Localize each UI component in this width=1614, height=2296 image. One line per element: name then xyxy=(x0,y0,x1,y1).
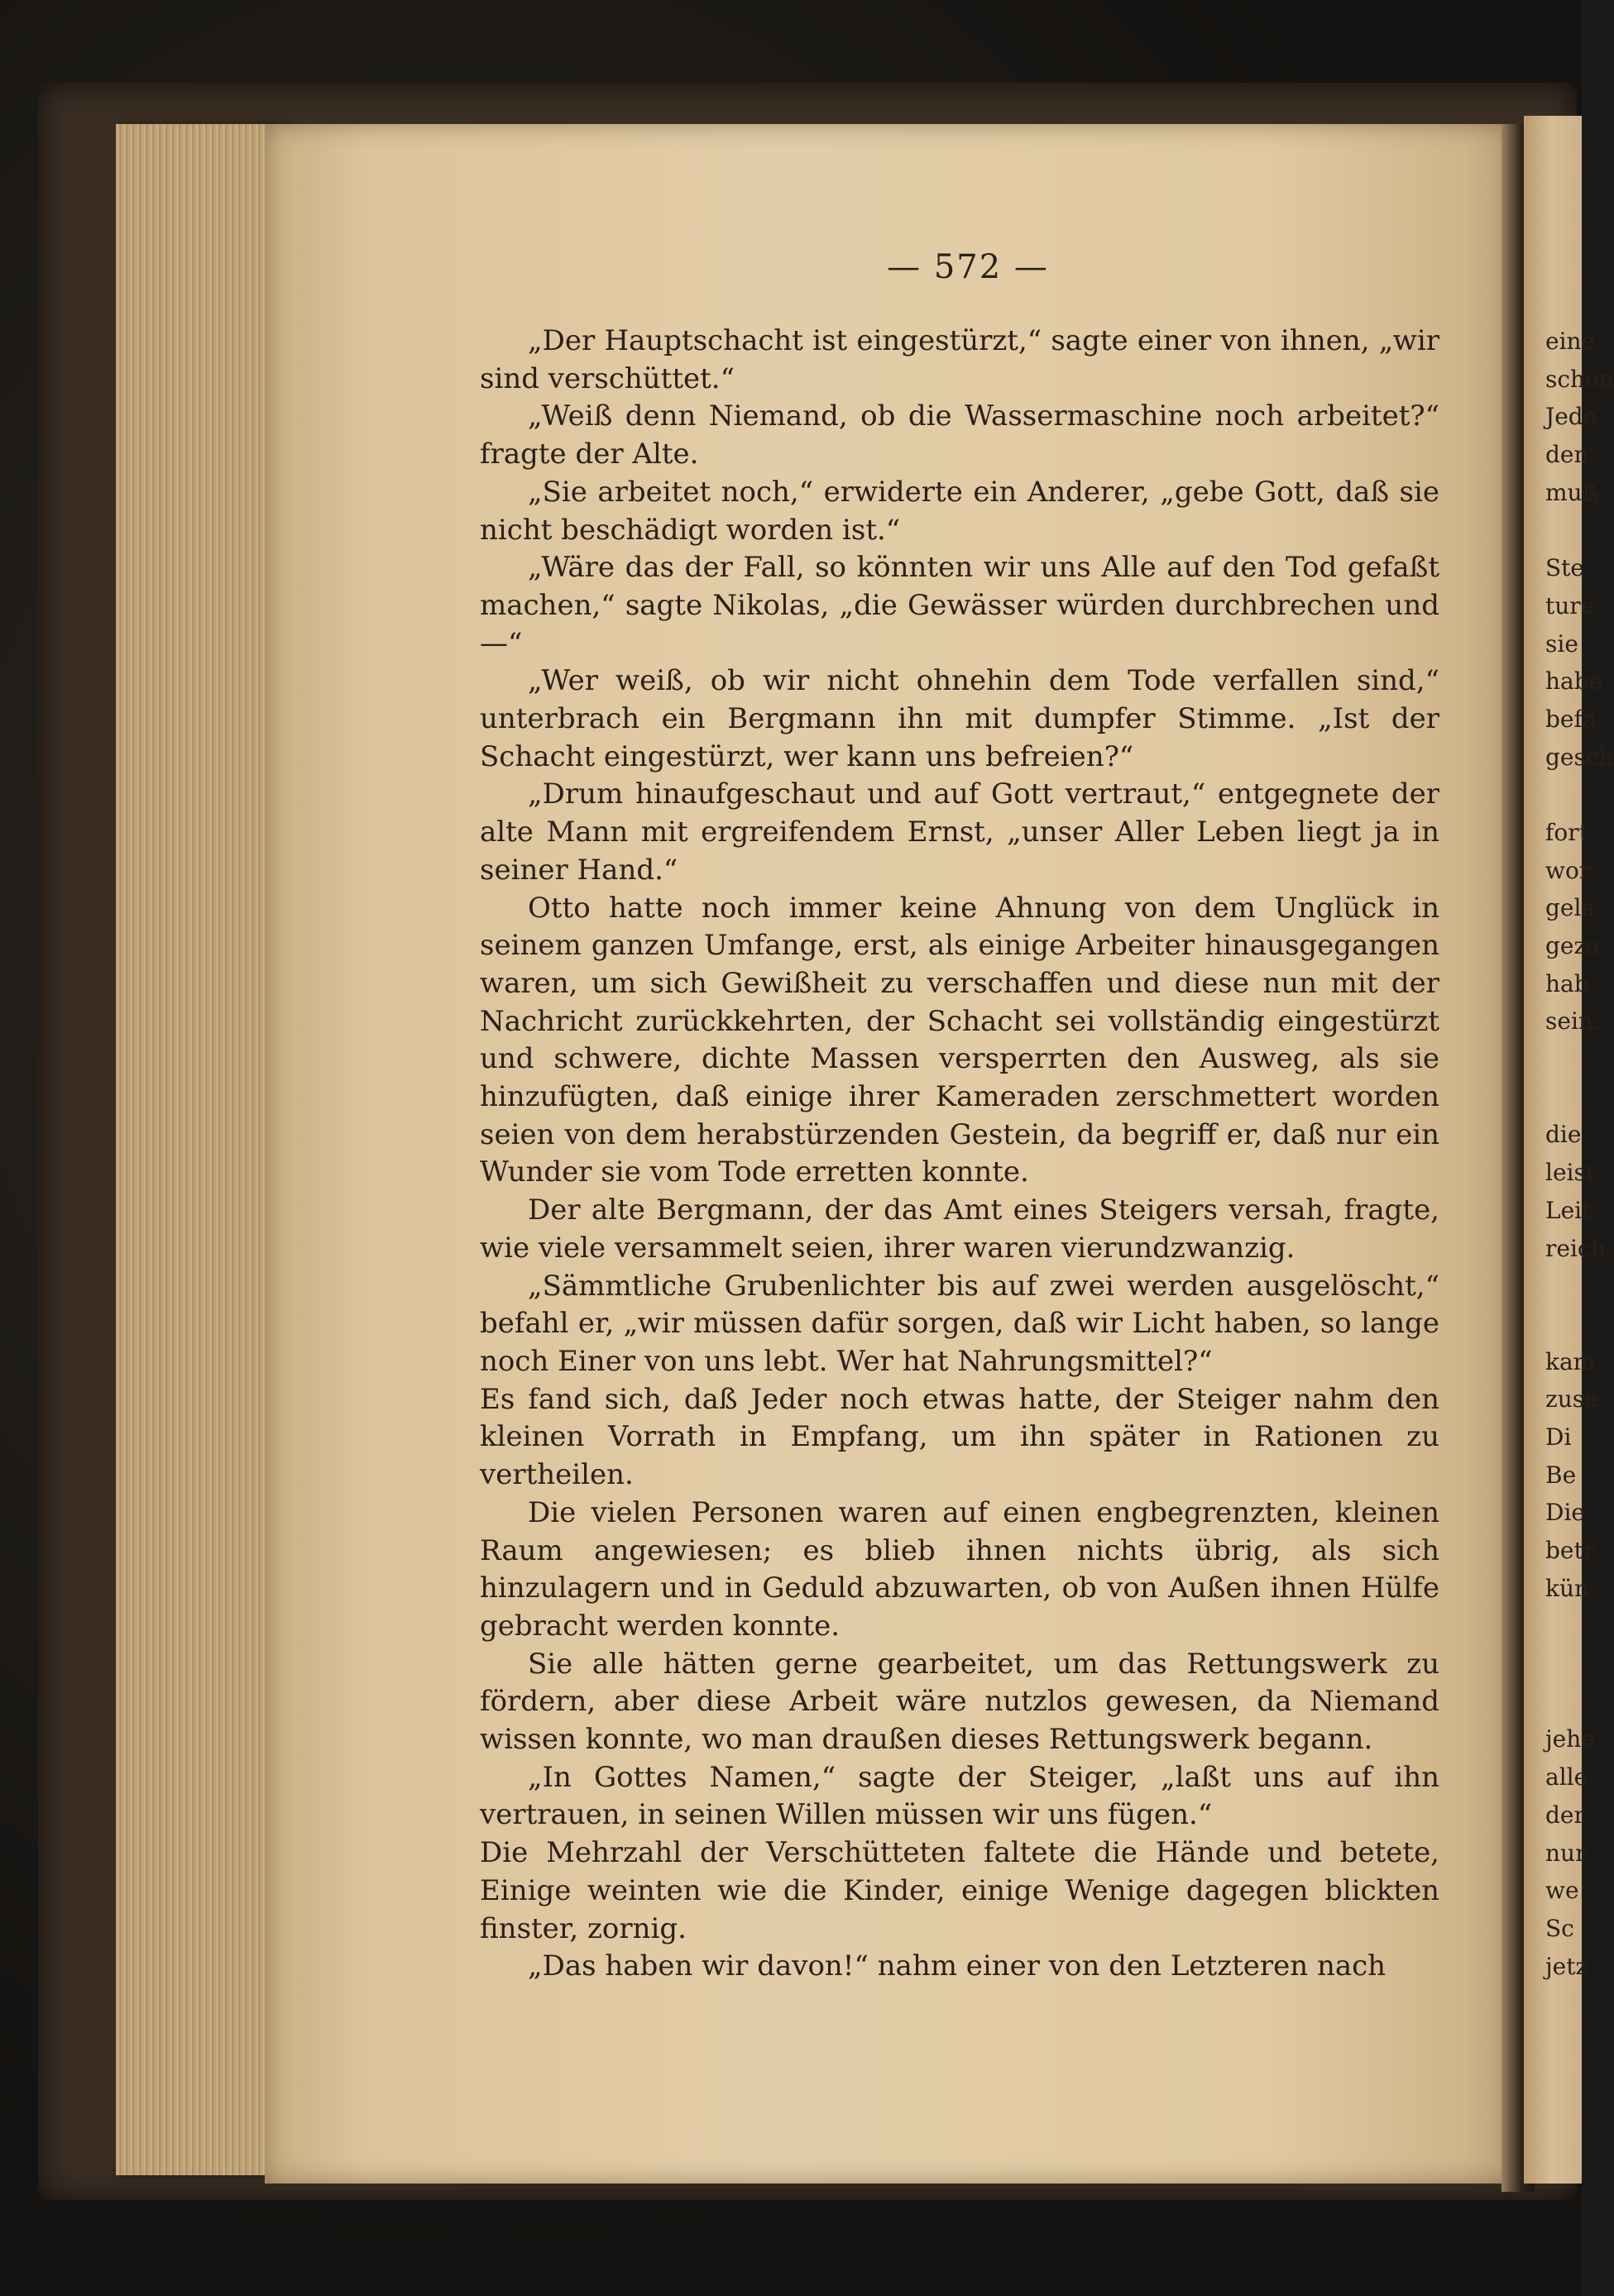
paragraph: Es fand sich, daß Jeder noch etwas hatte, der Steiger nahm den kleinen Vorrath in Empfang, um ihn später in Rationen zu vertheilen. xyxy=(480,1382,1439,1492)
right-page-fragment: schon xyxy=(1545,365,1614,393)
right-page-fragment: kün xyxy=(1545,1574,1590,1602)
right-page-fragment: sein. xyxy=(1545,1007,1601,1036)
right-page-fragment: Sc xyxy=(1545,1914,1574,1942)
page-body-text xyxy=(480,323,1439,1986)
right-page-fragment: habe xyxy=(1545,667,1603,696)
right-page-fragment: alle xyxy=(1545,1763,1588,1791)
right-page-fragment xyxy=(1545,1267,1582,1305)
right-page-fragment: eine xyxy=(1545,328,1596,355)
paragraph: „Das haben wir davon!“ nahm einer von den Letzteren nach xyxy=(528,1949,1387,1983)
right-page-fragment xyxy=(1545,1645,1582,1683)
paragraph: Der alte Bergmann, der das Amt eines Steigers versah, fragte, wie viele versammelt seien, ihrer waren vierundzwanzig. xyxy=(480,1193,1439,1265)
paragraph: „In Gottes Namen,“ sagte der Steiger, „laßt uns auf ihn vertrauen, in seinen Willen müssen wir uns fügen.“ xyxy=(480,1760,1439,1832)
right-page-fragment: Ste xyxy=(1545,554,1585,582)
right-page-fragment xyxy=(1545,776,1582,814)
paragraph: „Drum hinaufgeschaut und auf Gott vertraut,“ entgegnete der alte Mann mit ergreifendem Ernst, „unser Aller Leben liegt ja in seiner Hand.“ xyxy=(480,777,1439,887)
right-page-fragment: sie xyxy=(1545,629,1578,658)
paragraph: Otto hatte noch immer keine Ahnung von dem Unglück in seinem ganzen Umfange, erst, als einige Arbeiter hinausgegangen waren, um sich Gewißheit zu verschaffen und diese nun mit der Nachricht zurückkehrten, der Schacht sei vollständig eingestürzt und schwere, dichte Massen versperrten den Ausweg, als sie hinzufügten, daß einige ihrer Kameraden zerschmettert worden seien von dem herabstürzenden Gestein, da begriff er, daß nur ein Wunder sie vom Tode erretten konnte. xyxy=(480,891,1439,1189)
right-page-fragment: Jede xyxy=(1545,403,1597,431)
right-page-fragment: leist xyxy=(1545,1159,1596,1187)
right-page-fragment: hab xyxy=(1545,969,1589,997)
right-page-fragment: gesch xyxy=(1545,743,1614,771)
page-edges xyxy=(116,124,290,2175)
paragraph: Sie alle hätten gerne gearbeitet, um das Rettungswerk zu fördern, aber diese Arbeit wäre nutzlos gewesen, da Niemand wissen konnte, wo man draußen dieses Rettungswerk begann. xyxy=(480,1647,1439,1757)
right-page-fragment: ture xyxy=(1545,591,1595,619)
right-page-fragment: nur xyxy=(1545,1839,1587,1867)
right-page-fragment xyxy=(1545,1305,1582,1343)
page-number: — 572 — xyxy=(887,248,1049,286)
right-page-fragment xyxy=(1545,1079,1582,1117)
right-page-fragment: reich xyxy=(1545,1234,1606,1262)
paragraph: Die Mehrzahl der Verschütteten faltete die Hände und betete, Einige weinten wie die Kinder, einige Wenige dagegen blickten finster, zornig. xyxy=(480,1836,1439,1945)
right-page-fragment: we xyxy=(1545,1877,1579,1905)
right-page-fragment: jehe xyxy=(1545,1725,1595,1753)
paragraph: „Weiß denn Niemand, ob die Wassermaschine noch arbeitet?“ fragte der Alte. xyxy=(480,399,1439,471)
right-page-fragment: wor xyxy=(1545,856,1591,884)
right-page-fragment: Leit xyxy=(1545,1196,1592,1224)
right-page-text-fragments xyxy=(1545,323,1614,1985)
right-page-fragment: Be xyxy=(1545,1461,1577,1489)
paragraph: „Sämmtliche Grubenlichter bis auf zwei werden ausgelöscht,“ befahl er, „wir müssen dafür sorgen, daß wir Licht haben, so lange noch Einer von uns lebt. Wer hat Nahrungsmittel?“ xyxy=(480,1269,1439,1378)
right-page-fragment: befa xyxy=(1545,705,1597,733)
right-page-fragment: den xyxy=(1545,441,1589,469)
right-page-fragment xyxy=(1545,511,1582,549)
right-page-fragment: gela xyxy=(1545,894,1596,922)
right-page-fragment: Di xyxy=(1545,1423,1572,1451)
right-page-fragment xyxy=(1545,1683,1582,1721)
right-page-fragment: die xyxy=(1545,1121,1582,1149)
paragraph: „Wer weiß, ob wir nicht ohnehin dem Tode verfallen sind,“ unterbrach ein Bergmann ihn mit dumpfer Stimme. „Ist der Schacht eingestürzt, wer kann uns befreien?“ xyxy=(480,664,1439,773)
right-page-fragment: betr xyxy=(1545,1537,1595,1564)
right-page-fragment: der xyxy=(1545,1801,1585,1829)
right-page-fragment: fort xyxy=(1545,818,1588,846)
right-page-fragment: muß xyxy=(1545,478,1598,506)
right-page-fragment: Die xyxy=(1545,1499,1585,1527)
right-page-fragment: geza xyxy=(1545,932,1600,959)
paragraph: Die vielen Personen waren auf einen engbegrenzten, kleinen Raum angewiesen; es blieb ihnen nichts übrig, als sich hinzulagern und in Geduld abzuwarten, ob von Außen ihnen Hülfe gebracht werden konnte. xyxy=(480,1495,1439,1643)
paragraph: „Sie arbeitet noch,“ erwiderte ein Anderer, „gebe Gott, daß sie nicht beschädigt worden ist.“ xyxy=(480,475,1439,547)
right-page-fragment xyxy=(1545,1040,1582,1079)
right-page-fragment xyxy=(1545,1607,1582,1645)
right-page-fragment: jetz xyxy=(1545,1952,1588,1980)
paragraph: „Der Hauptschacht ist eingestürzt,“ sagte einer von ihnen, „wir sind verschüttet.“ xyxy=(480,324,1439,395)
right-page-fragment: kam xyxy=(1545,1347,1596,1375)
right-page-fragment: zuse xyxy=(1545,1385,1598,1413)
paragraph: „Wäre das der Fall, so könnten wir uns Alle auf den Tod gefaßt machen,“ sagte Nikolas, „die Gewässer würden durchbrechen und —“ xyxy=(480,551,1439,660)
